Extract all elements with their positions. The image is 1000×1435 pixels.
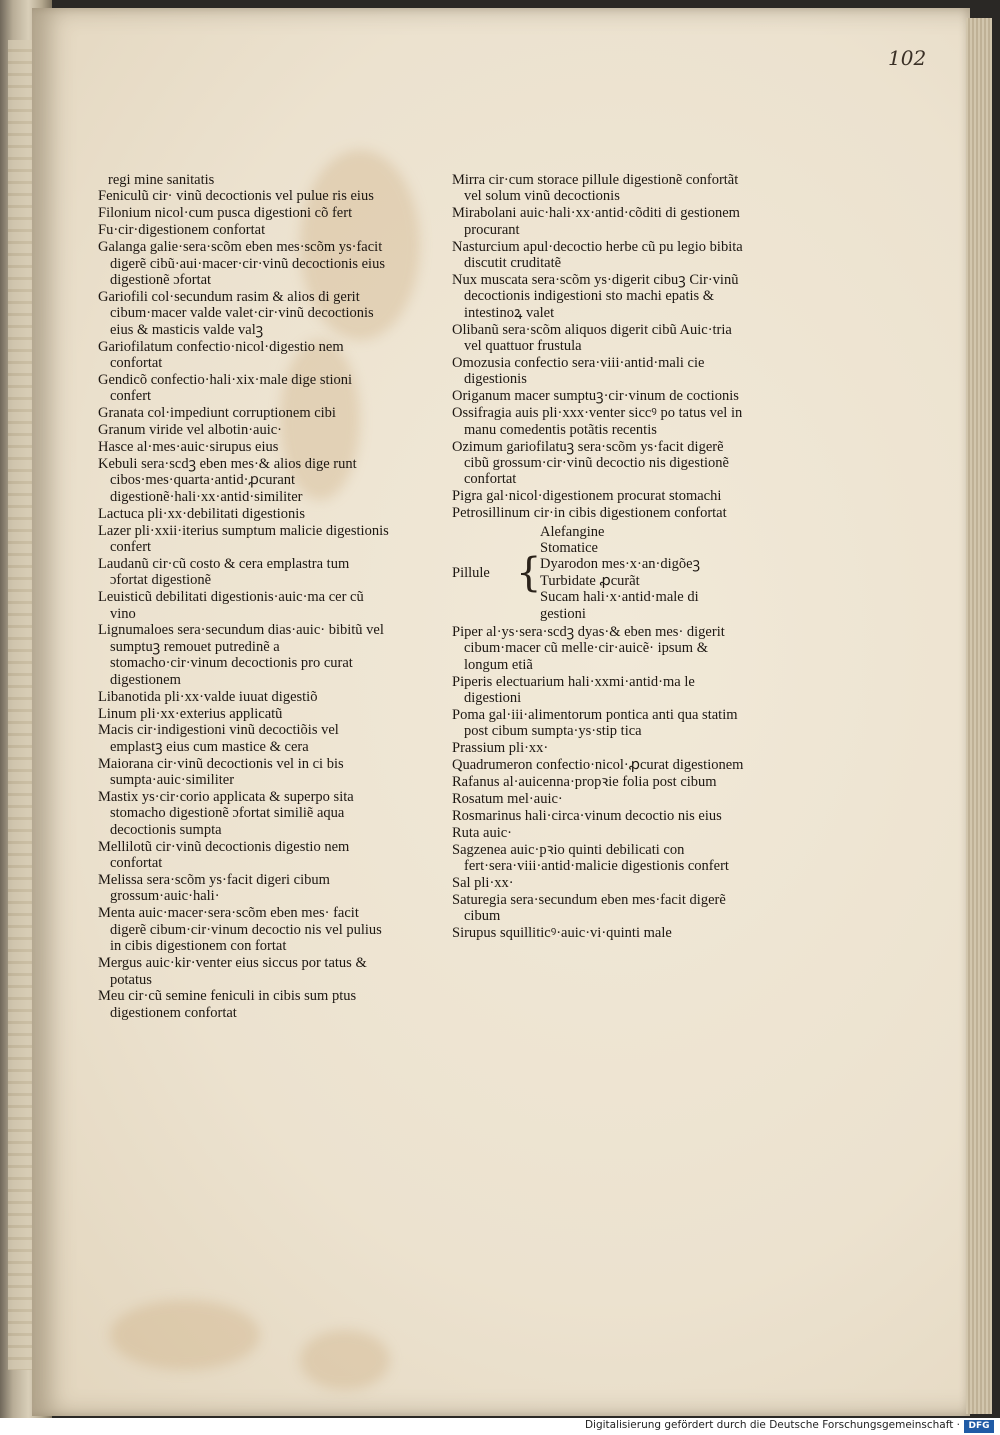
index-entry: Mirabolani auic·hali·xx·antid·cõditi di gestionem procurant <box>452 205 740 238</box>
pillule-group <box>452 524 748 622</box>
index-entry: Mirra cir·cum storace pillule digestionẽ confortãt vel solum vinũ decoctionis <box>452 172 739 205</box>
index-entry: Rosatum mel·auic· <box>452 791 563 808</box>
index-entry: Piperis electuarium hali·xxmi·antid·ma le digestioni <box>452 673 695 707</box>
index-entry: Ossifragia auis pli·xxx·venter siccꝰ po tatus vel in manu comedentis potãtis recentis <box>452 405 743 438</box>
index-entry: Quadrumeron confectio·nicol·ꝓcurat digestionem <box>452 757 744 774</box>
folio-number: 102 <box>888 46 927 70</box>
index-entry: Poma gal·iii·alimentorum pontica anti qua statim post cibum sumpta·ys·stip tica <box>452 707 738 740</box>
index-entry: Sal pli·xx· <box>452 875 514 892</box>
index-entry: Lazer pli·xxii·iterius sumptum malicie digestionis confert <box>98 522 389 555</box>
index-entry: Galanga galie·sera·scõm eben mes·scõm ys·facit digerẽ cibũ·aui·macer·cir·vinũ decoctionis eius digestionẽ ɔfortat <box>98 239 385 288</box>
index-entry: Hasce al·mes·auic·sirupus eius <box>98 439 279 455</box>
index-entry: Filonium nicol·cum pusca digestioni cõ fert <box>98 205 353 222</box>
index-entry: Sagzenea auic·pꝛio quinti debilicati con fert·sera·viii·antid·malicie digestionis confert <box>452 841 729 875</box>
index-entry: Prassium pli·xx· <box>452 740 549 757</box>
pillule-item: Sucam hali·x·antid·male di <box>540 589 699 606</box>
pillule-item: Turbidate ꝓcurãt <box>540 572 640 589</box>
index-entry: Lignumaloes sera·secundum dias·auic· bibitũ vel sumptuꝫ remouet putredinẽ a stomacho·cir·vinum decoctionis pro curat digestionem <box>98 622 384 688</box>
index-entry: Nux muscata sera·scõm ys·digerit cibuꝫ Cir·vinũ decoctionis indigestioni sto machi epatis & intestinoꝝ valet <box>452 271 739 321</box>
index-entry: Origanum macer sumptuꝫ·cir·vinum de coctionis <box>452 388 739 405</box>
index-entry: Gariofilatum confectio·nicol·digestio nem confortat <box>98 338 344 371</box>
page-edges <box>966 18 992 1414</box>
index-entry: Melissa sera·scõm ys·facit digeri cibum grossum·auic·hali· <box>98 872 330 905</box>
funding-notice: Digitalisierung gefördert durch die Deutsche Forschungsgemeinschaft · <box>584 1419 960 1431</box>
index-entry: Meu cir·cũ semine feniculi in cibis sum ptus digestionem confortat <box>98 988 357 1021</box>
footer-bar <box>0 1418 1000 1435</box>
water-stain <box>110 1300 260 1370</box>
index-entry: Fu·cir·digestionem confortat <box>98 222 266 239</box>
index-entry: Ozimum gariofilatuꝫ sera·scõm ys·facit digerẽ cibũ grossum·cir·vinũ decoctio nis digestionẽ confortat <box>452 438 729 488</box>
dfg-logo[interactable]: DFG <box>964 1420 994 1433</box>
index-entry: Nasturcium apul·decoctio herbe cũ pu legio bibita discutit cruditatẽ <box>452 238 743 272</box>
index-entry: Rafanus al·auicenna·propꝛie folia post cibum <box>452 774 717 791</box>
index-entry: Pigra gal·nicol·digestionem procurat stomachi <box>452 488 722 505</box>
index-entry: Kebuli sera·scdꝫ eben mes·& alios dige runt cibos·mes·quarta·antid·ꝓcurant digestionẽ·hali·xx·antid·similiter <box>98 455 357 505</box>
index-entry: Leuisticũ debilitati digestionis·auic·ma cer cũ vino <box>98 589 364 622</box>
pillule-item: Stomatice <box>540 539 598 556</box>
index-entry: Maiorana cir·vinũ decoctionis vel in ci bis sumpta·auic·similiter <box>98 755 344 789</box>
index-entry: Petrosillinum cir·in cibis digestionem confortat <box>452 505 727 522</box>
index-entry: Piper al·ys·sera·scdꝫ dyas·& eben mes· digerit cibum·macer cũ melle·cir·auicẽ· ipsum & longum etiã <box>452 623 725 673</box>
left-column <box>98 172 390 1022</box>
index-entry: Granum viride vel albotin·auic· <box>98 422 283 439</box>
index-entry: Feniculũ cir· vinũ decoctionis vel pulue ris eius <box>98 188 374 205</box>
index-entry: Macis cir·indigestioni vinũ decoctiõis vel emplastꝫ eius cum mastice & cera <box>98 722 339 755</box>
right-column <box>452 172 748 942</box>
index-entry: Menta auic·macer·sera·scõm eben mes· facit digerẽ cibum·cir·vinum decoctio nis vel pulius in cibis digestionem con fortat <box>98 905 382 955</box>
index-entry: Rosmarinus hali·circa·vinum decoctio nis eius <box>452 807 722 824</box>
index-entry: Laudanũ cir·cũ costo & cera emplastra tum ɔfortat digestionẽ <box>98 555 350 589</box>
index-entry: Granata col·impediunt corruptionem cibi <box>98 405 336 422</box>
running-head: regi mine sanitatis <box>108 172 215 188</box>
index-entry: Olibanũ sera·scõm aliquos digerit cibũ Auic·tria vel quattuor frustula <box>452 321 732 355</box>
index-entry: Mergus auic·kir·venter eius siccus por tatus & potatus <box>98 955 367 988</box>
index-entry: Lactuca pli·xx·debilitati digestionis <box>98 505 305 522</box>
index-entry: Mellilotũ cir·vinũ decoctionis digestio nem confortat <box>98 838 350 872</box>
index-entry: Omozusia confectio sera·viii·antid·mali cie digestionis <box>452 354 705 388</box>
pillule-list <box>534 524 748 622</box>
index-entry: Mastix ys·cir·corio applicata & superpo sita stomacho digestionẽ ɔfortat similiẽ aqua decoctionis sumpta <box>98 789 354 838</box>
pillule-item: Dyarodon mes·x·an·digõeꝫ <box>540 556 701 573</box>
pillule-item: gestioni <box>540 605 586 622</box>
water-stain <box>300 1330 390 1390</box>
index-entry: Ruta auic· <box>452 824 512 841</box>
index-entry: Gendicõ confectio·hali·xix·male dige stioni confert <box>98 371 353 405</box>
pillule-title: Pillule <box>452 564 490 581</box>
index-entry: Gariofili col·secundum rasim & alios di gerit cibum·macer valde valet·cir·vinũ decoctionis eius & masticis valde valꝫ <box>98 288 374 338</box>
index-entry: Linum pli·xx·exterius applicatũ <box>98 705 283 722</box>
index-entry: Saturegia sera·secundum eben mes·facit digerẽ cibum <box>452 891 726 925</box>
index-entry: Libanotida pli·xx·valde iuuat digestiõ <box>98 688 318 705</box>
index-entry: Sirupus squilliticꝰ·auic·vi·quinti male <box>452 925 672 942</box>
pillule-item: Alefangine <box>540 523 605 540</box>
brace-icon: { <box>516 549 542 596</box>
